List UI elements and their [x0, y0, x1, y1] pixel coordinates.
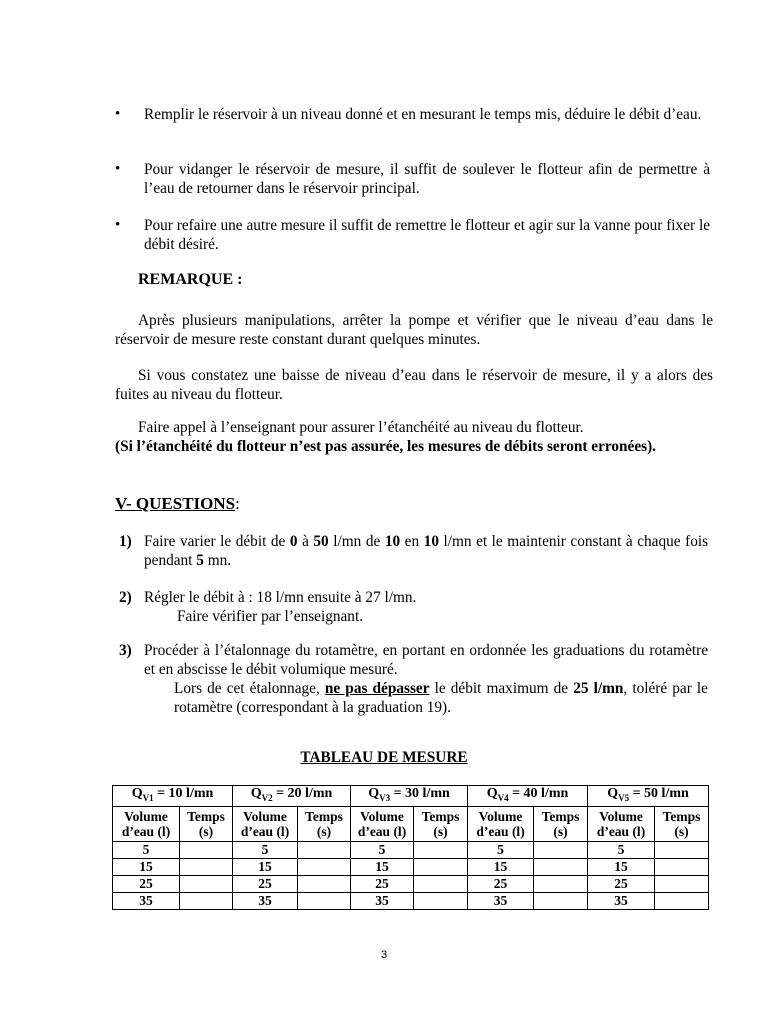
remarque-paragraph-3: Faire appel à l’enseignant pour assurer l’étanchéité au niveau du flotteur. (Si l’étanchéité du flotteur n’est pas assurée, les mesures de débits seront erronées). [115, 419, 656, 455]
flow-header: $Q_{V2} = 20$ l/mn [233, 786, 351, 807]
remarque-paragraph-1: Après plusieurs manipulations, arrêter la pompe et vérifier que le niveau d’eau dans le réservoir de mesure reste constant durant quelques minutes. [115, 312, 713, 348]
bullet-item [115, 216, 710, 254]
remarque-heading: REMARQUE : [138, 271, 243, 288]
volume-header: Volume d’eau (l) [588, 806, 655, 841]
questions-heading: V- QUESTIONS: [115, 494, 240, 513]
remarque-paragraph-2: Si vous constatez une baisse de niveau d’eau dans le réservoir de mesure, il y a alors des fuites au niveau du flotteur. [115, 367, 713, 403]
time-header: Temps (s) [180, 806, 233, 841]
table-row: 15 15 15 15 15 [113, 858, 709, 875]
bullet-dot: • [115, 106, 121, 122]
time-header: Temps (s) [298, 806, 351, 841]
table-row: 5 5 5 5 5 [113, 841, 709, 858]
question-2: 2) Régler le débit à : 18 l/mn ensuite à 27 l/mn. Faire vérifier par l’enseignant. [119, 589, 417, 625]
volume-header: Volume d’eau (l) [351, 806, 414, 841]
measurement-table [112, 785, 709, 910]
time-header: Temps (s) [414, 806, 468, 841]
table-subheader-row [113, 806, 709, 841]
volume-header: Volume d’eau (l) [468, 806, 534, 841]
flow-header: $Q_{V3} = 30$ l/mn [351, 786, 468, 807]
flow-header: $Q_{V5} = 50$ l/mn [588, 786, 709, 807]
table-title: TABLEAU DE MESURE [300, 749, 468, 766]
question-3: 3) Procéder à l’étalonnage du rotamètre, en portant en ordonnée les graduations du rotamètre et en abscisse le débit volumique mesuré. Lors de cet étalonnage, ne pas dépasser le débit maximum de 25 l/mn, toléré par le rotamètre (correspondant à la graduation 19). [119, 642, 708, 716]
warning-text: (Si l’étanchéité du flotteur n’est pas assurée, les mesures de débits seront erronées). [115, 438, 656, 455]
bullet-text: Pour vidanger le réservoir de mesure, il suffit de soulever le flotteur afin de permettre à l’eau de retourner dans le réservoir principal. [144, 161, 710, 197]
bullet-dot: • [115, 217, 121, 233]
page-number: 3 [380, 949, 388, 961]
volume-header: Volume d’eau (l) [113, 806, 180, 841]
volume-header: Volume d’eau (l) [233, 806, 298, 841]
bullet-item [115, 160, 710, 198]
table-row: 25 25 25 25 25 [113, 875, 709, 892]
time-header: Temps (s) [534, 806, 588, 841]
bullet-item [115, 105, 710, 124]
bullet-text: Remplir le réservoir à un niveau donné et en mesurant le temps mis, déduire le débit d’eau. [144, 106, 702, 123]
bullet-text: Pour refaire une autre mesure il suffit de remettre le flotteur et agir sur la vanne pour fixer le débit désiré. [144, 217, 710, 253]
table-header-row [113, 786, 709, 807]
time-header: Temps (s) [655, 806, 709, 841]
table-row: 35 35 35 35 35 [113, 892, 709, 909]
question-1: 1) Faire varier le débit de 0 à 50 l/mn de 10 en 10 l/mn et le maintenir constant à chaque fois pendant 5 mn. [119, 533, 709, 569]
flow-header: $Q_{V4} = 40$ l/mn [468, 786, 588, 807]
bullet-dot: • [115, 161, 121, 177]
flow-header: $Q_{V1} = 10$ l/mn [113, 786, 233, 807]
